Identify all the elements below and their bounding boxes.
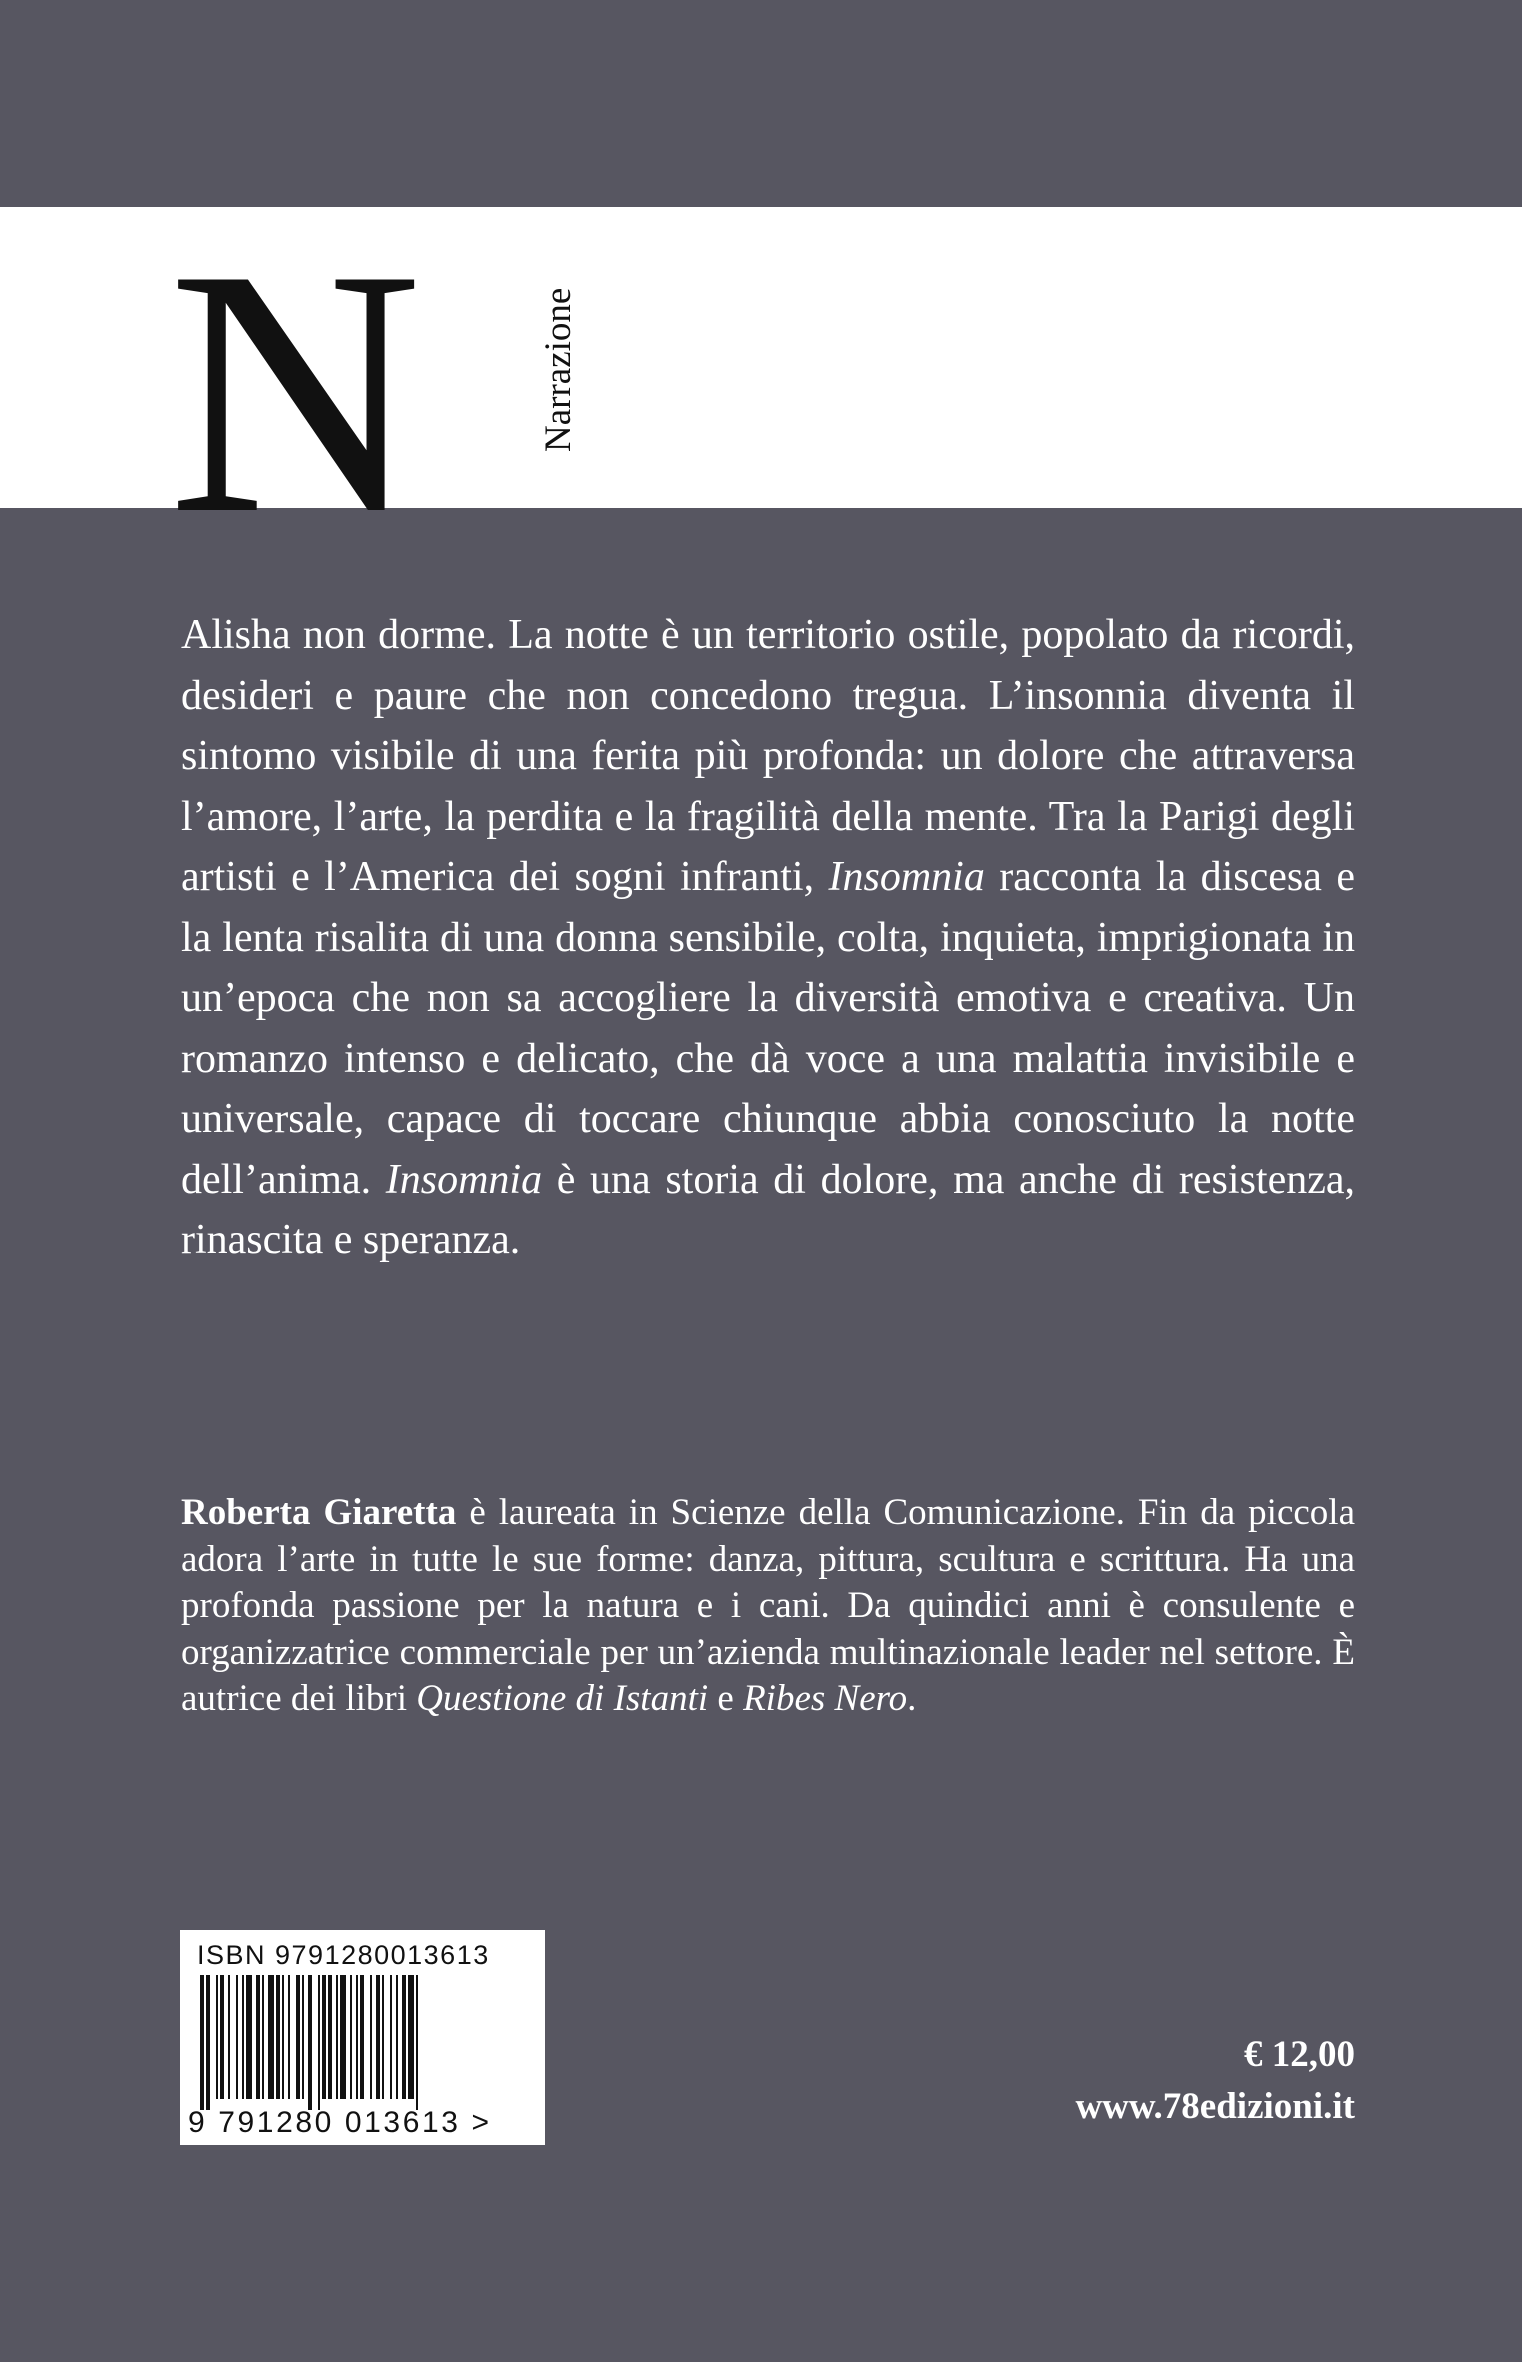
bio-end: . xyxy=(907,1678,917,1719)
blurb-title-2: Insomnia xyxy=(385,1156,543,1203)
barcode-bar xyxy=(220,1975,224,2099)
publisher-logo xyxy=(168,197,579,587)
barcode-bar xyxy=(236,1975,238,2099)
barcode-bar xyxy=(340,1975,346,2099)
barcode-bar xyxy=(296,1975,300,2099)
blurb-text-3: è una storia di dolore, ma anche di resistenza, rinascita e speranza. xyxy=(181,1156,1356,1263)
bio-conjunction: e xyxy=(708,1678,744,1719)
barcode-bar xyxy=(322,1975,326,2099)
barcode-bar xyxy=(246,1975,252,2099)
logo-series-name: Narrazione xyxy=(538,287,579,452)
price: € 12,00 xyxy=(1244,2034,1355,2075)
barcode-bar xyxy=(382,1975,384,2099)
publisher-website[interactable]: www.78edizioni.it xyxy=(1075,2086,1355,2127)
blurb-title-1: Insomnia xyxy=(828,854,985,900)
barcode-bar xyxy=(416,1975,418,2110)
barcode-bar xyxy=(336,1975,338,2099)
barcode-bars xyxy=(192,1975,532,2110)
bio-book-1: Questione di Istanti xyxy=(416,1678,709,1719)
barcode-bar xyxy=(318,1975,320,2110)
barcode-bar xyxy=(228,1975,230,2099)
barcode-bar xyxy=(376,1975,380,2099)
author-bio xyxy=(181,1490,1355,1723)
barcode-bar xyxy=(328,1975,332,2099)
barcode-bar xyxy=(390,1975,392,2099)
barcode-digits: 9 791280 013613 > xyxy=(188,2106,492,2139)
barcode-bar xyxy=(308,1975,312,2110)
barcode-bar xyxy=(396,1975,398,2099)
isbn-barcode xyxy=(180,1930,545,2145)
barcode-bar xyxy=(282,1975,284,2099)
barcode-bar xyxy=(206,1975,210,2110)
bio-text-1: è laureata in Scienze della Comunicazione. Fin da piccola adora l’arte in tutte le sue forme: danza, pittura, scultura e scrittura. Ha una profonda passione per la natura e i cani. Da quindici anni è consulente e organizzatrice commerciale per un’azienda multinazionale leader nel settore. È autrice dei libri xyxy=(181,1492,1356,1719)
isbn-label: ISBN 9791280013613 xyxy=(197,1940,490,1970)
barcode-bar xyxy=(242,1975,244,2099)
blurb-text-2: racconta la discesa e la lenta risalita di una donna sensibile, colta, inquieta, imprigionata in un’epoca che non sa accogliere la diversità emotiva e creativa. Un romanzo intenso e delicato, che dà voce a una malattia invisibile e universale, capace di toccare chiunque abbia conosciuto la notte dell’anima. xyxy=(181,854,1355,1203)
bio-book-2: Ribes Nero xyxy=(743,1678,908,1719)
author-name: Roberta Giaretta xyxy=(181,1492,457,1533)
barcode-bar xyxy=(408,1975,414,2099)
barcode-bar xyxy=(360,1975,364,2099)
blurb-text-1: Alisha non dorme. La notte è un territorio ostile, popolato da ricordi, desideri e paure che non concedono tregua. L’insonnia diventa il sintomo visibile di una ferita più profonda: un dolore che attraversa l’amore, l’arte, la perdita e la fragilità della mente. Tra la Parigi degli artisti e l’America dei sogni infranti, xyxy=(181,612,1355,900)
barcode-bar xyxy=(200,1975,204,2110)
barcode-bar xyxy=(350,1975,352,2099)
book-blurb xyxy=(181,605,1355,1271)
barcode-bar xyxy=(356,1975,358,2099)
barcode-bar xyxy=(268,1975,274,2099)
barcode-bar xyxy=(216,1975,218,2099)
barcode-bar xyxy=(276,1975,280,2099)
barcode-bar xyxy=(402,1975,406,2099)
barcode-bar xyxy=(302,1975,304,2099)
barcode-bar xyxy=(262,1975,264,2099)
barcode-bar xyxy=(370,1975,372,2099)
logo-letter: N xyxy=(168,197,423,587)
barcode-bar xyxy=(288,1975,290,2099)
barcode-bar xyxy=(256,1975,260,2099)
